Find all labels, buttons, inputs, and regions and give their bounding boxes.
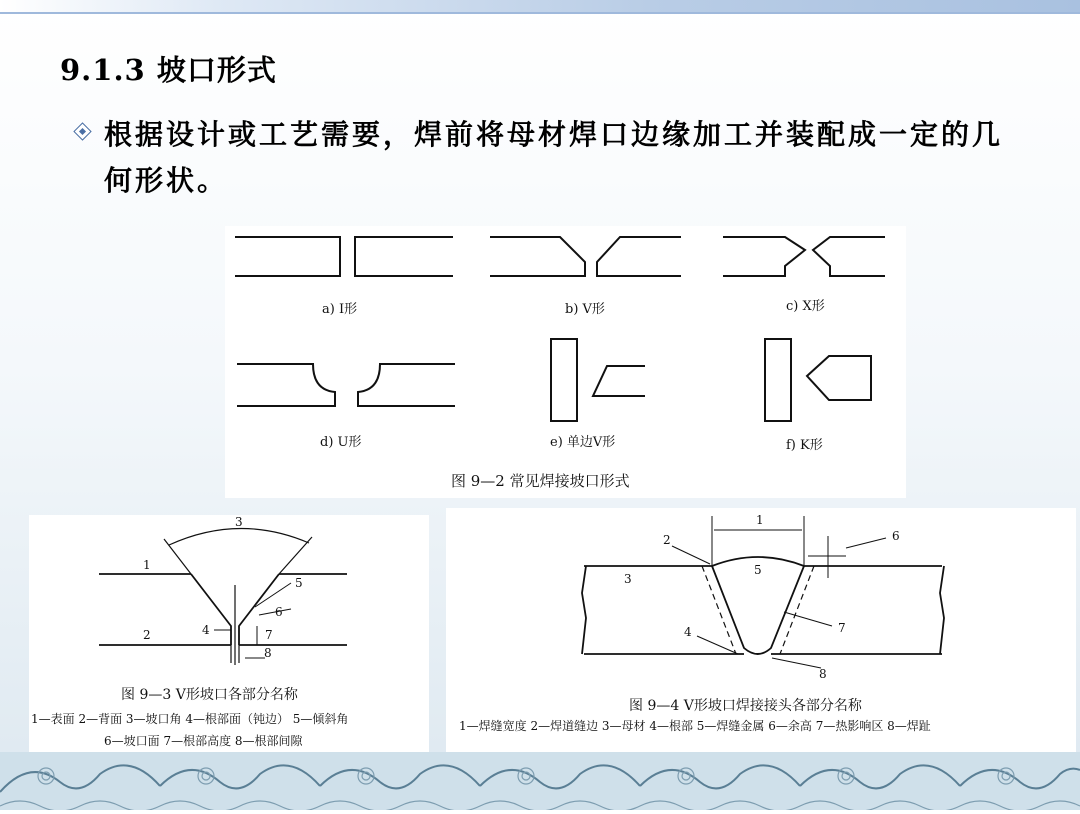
fig93-num-6: 6 <box>275 605 283 619</box>
figure-9-2-diagram <box>225 226 906 498</box>
label-x-groove: c) X形 <box>786 299 825 314</box>
fig93-num-2: 2 <box>143 628 151 642</box>
figure-9-3-panel <box>29 515 429 753</box>
figure-9-4-diagram <box>446 508 1076 753</box>
figure-9-3-caption: 图 9—3 V形坡口各部分名称 <box>121 687 298 703</box>
figure-9-2-caption: 图 9—2 常见焊接坡口形式 <box>451 472 630 490</box>
figure-9-4-panel <box>446 508 1076 753</box>
fig94-num-1: 1 <box>756 513 764 527</box>
single-v-groove-drawing <box>551 339 645 421</box>
label-v-groove: b) V形 <box>565 302 605 317</box>
figure-9-3-legend-line1: 1—表面 2—背面 3—坡口角 4—根部面（钝边） 5—倾斜角 <box>31 712 349 726</box>
diamond-bullet-icon <box>73 122 91 140</box>
fig94-num-4: 4 <box>684 625 692 639</box>
fig94-num-3: 3 <box>624 572 632 586</box>
figure-9-3-legend-line2: 6—坡口面 7—根部高度 8—根部间隙 <box>104 734 303 748</box>
wave-pattern-icon <box>0 752 1080 810</box>
fig93-num-1: 1 <box>143 558 151 572</box>
i-groove-drawing <box>235 237 453 276</box>
fig93-num-3: 3 <box>235 515 243 529</box>
x-groove-drawing <box>723 237 885 276</box>
label-u-groove: d) U形 <box>320 435 362 450</box>
u-groove-drawing <box>237 364 455 406</box>
fig93-num-5: 5 <box>295 576 303 590</box>
fig93-num-7: 7 <box>265 628 273 642</box>
wave-border-decoration <box>0 752 1080 810</box>
label-k-groove: f) K形 <box>786 438 823 453</box>
bullet-text: 根据设计或工艺需要，焊前将母材焊口边缘加工并装配成一定的几何形状。 <box>104 118 1004 197</box>
figure-9-4-legend: 1—焊缝宽度 2—焊道缝边 3—母材 4—根部 5—焊缝金属 6—余高 7—热影响区 8—焊趾 <box>459 719 931 733</box>
label-single-v-groove: e) 单边V形 <box>550 435 616 450</box>
top-divider-line <box>0 12 1080 14</box>
fig94-num-8: 8 <box>819 667 827 681</box>
figure-9-4-caption: 图 9—4 V形坡口焊接接头各部分名称 <box>629 698 862 714</box>
figure-9-2-panel <box>225 226 906 498</box>
fig94-num-5: 5 <box>754 563 762 577</box>
fig94-num-6: 6 <box>892 529 900 543</box>
v-groove-drawing <box>490 237 681 276</box>
figure-9-3-diagram <box>29 515 429 753</box>
fig93-num-8: 8 <box>264 646 272 660</box>
fig93-num-4: 4 <box>202 623 210 637</box>
fig94-num-2: 2 <box>663 533 671 547</box>
section-title: 9.1.3 坡口形式 <box>60 53 277 87</box>
label-i-groove: a) I形 <box>322 302 358 317</box>
fig94-num-7: 7 <box>838 621 846 635</box>
k-groove-drawing <box>765 339 871 421</box>
